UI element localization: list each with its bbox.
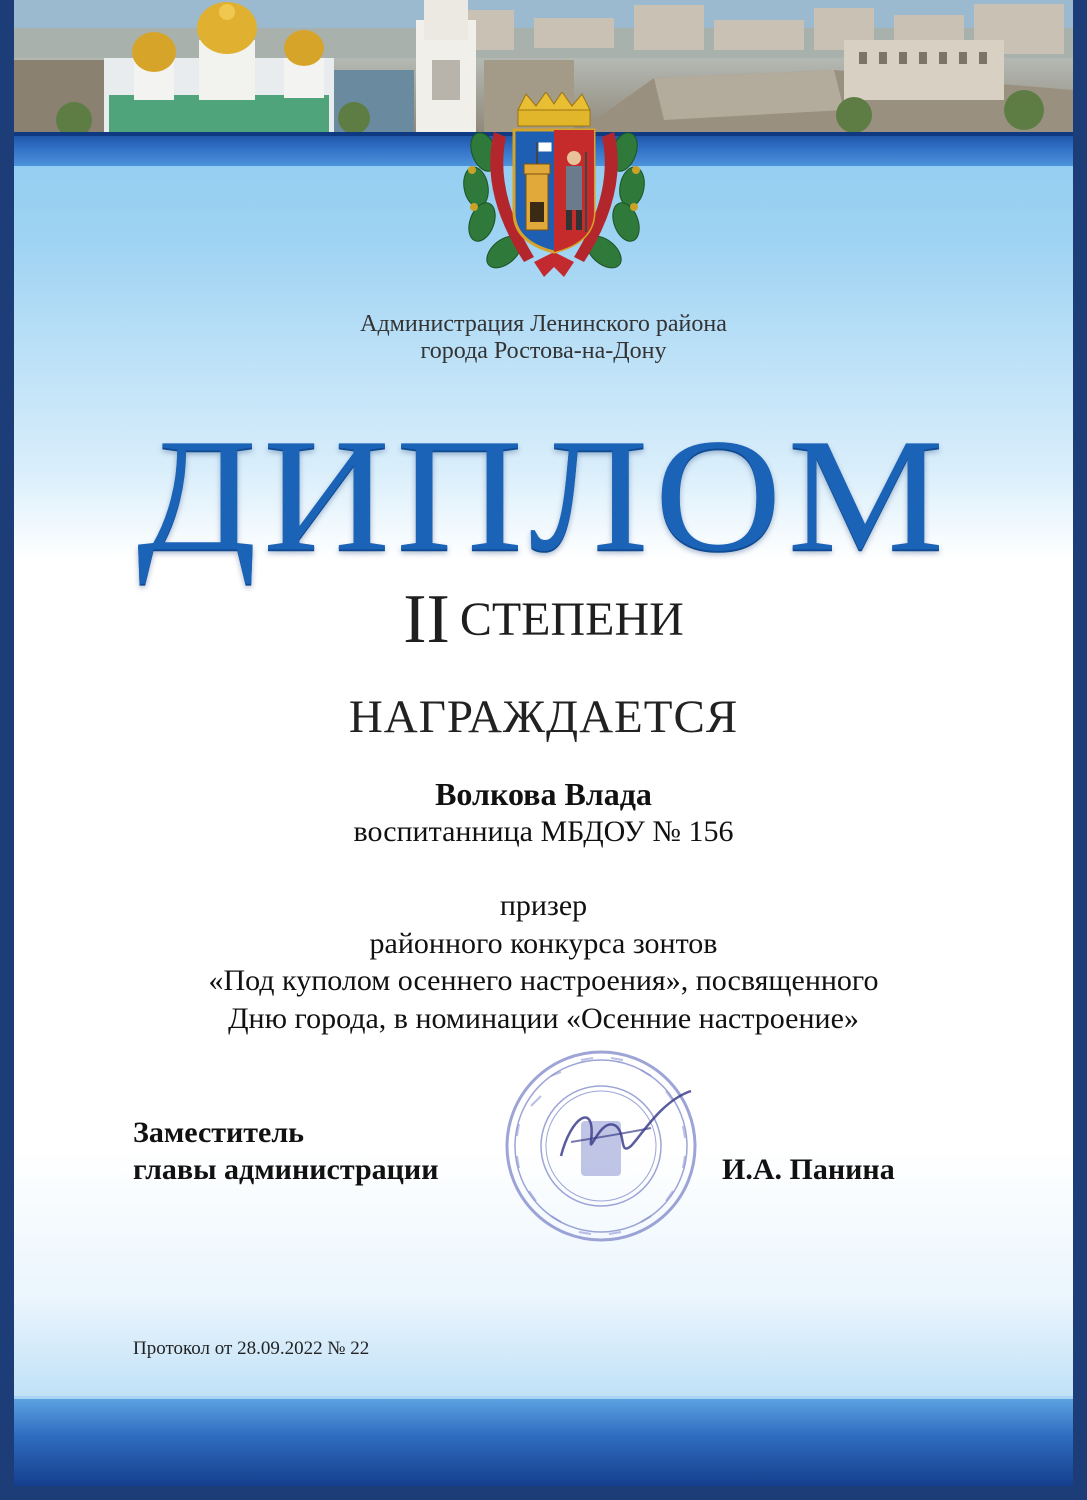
recipient-name: Волкова Влада [435, 776, 652, 812]
issuer-name-line-2: города Ростова-на-Дону [420, 338, 667, 364]
issuer-name-line-1: Администрация Ленинского района [360, 311, 727, 337]
degree-roman-numeral: II [403, 581, 450, 658]
official-stamp-with-signature [501, 1046, 701, 1246]
bottom-blue-band [14, 1396, 1073, 1486]
coat-of-arms-emblem [454, 92, 654, 282]
degree-heading [0, 581, 1087, 658]
award-reason-line-2: районного конкурса зонтов [369, 927, 718, 960]
award-reason-line-3: «Под куполом осеннего настроения», посвященного [208, 964, 879, 997]
bottom-band-stripe [14, 1396, 1073, 1399]
degree-word: СТЕПЕНИ [459, 593, 684, 646]
award-reason-line-1: призер [499, 889, 588, 922]
protocol-reference: Протокол от 28.09.2022 № 22 [133, 1338, 370, 1359]
signer-title-line-1: Заместитель [133, 1116, 305, 1149]
awarded-label: НАГРАЖДАЕТСЯ [348, 691, 739, 743]
signer-name: И.А. Панина [722, 1153, 895, 1186]
diploma-title: ДИПЛОМ [136, 405, 951, 586]
award-reason-line-4: Дню города, в номинации «Осенние настроение» [228, 1002, 859, 1035]
signer-title-line-2: главы администрации [133, 1153, 439, 1186]
recipient-role: воспитанница МБДОУ № 156 [353, 815, 734, 848]
